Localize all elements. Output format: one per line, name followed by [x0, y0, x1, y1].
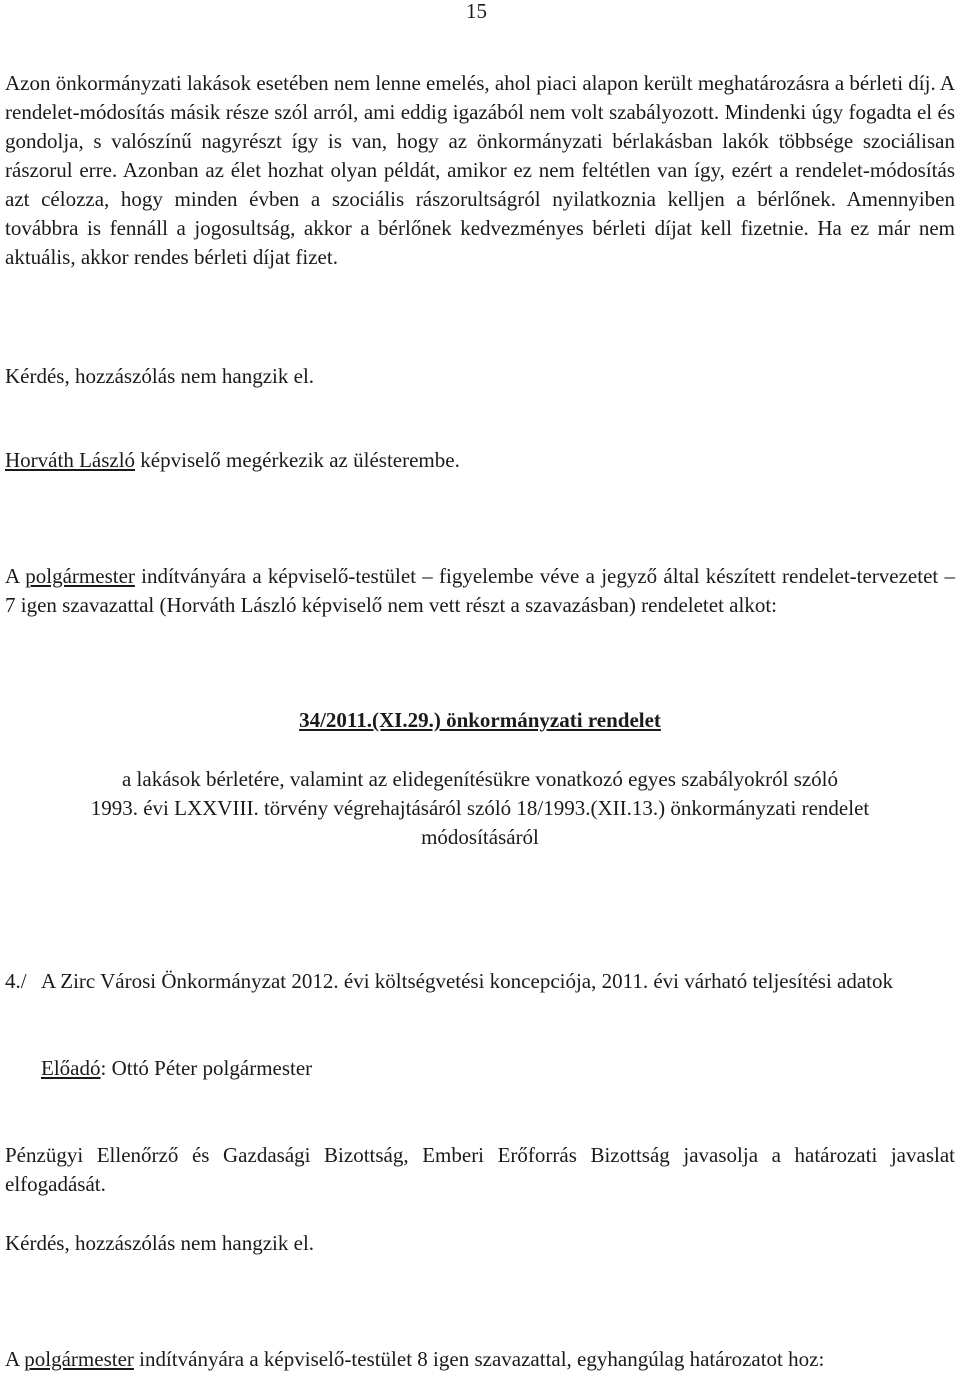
page-number: 15 — [466, 0, 487, 23]
presenter-value: : Ottó Péter polgármester — [100, 1056, 313, 1080]
presenter-label: Előadó — [41, 1056, 101, 1080]
mayor-label-2: polgármester — [24, 1347, 134, 1371]
agenda-item — [5, 967, 955, 996]
presenter-line — [41, 1054, 941, 1083]
mayor-label: polgármester — [25, 564, 135, 588]
decree-subtitle-line-3: módosításáról — [421, 825, 539, 849]
decree-title: 34/2011.(XI.29.) önkormányzati rendelet — [299, 708, 661, 732]
arrival-person-name: Horváth László — [5, 448, 136, 472]
no-questions-note: Kérdés, hozzászólás nem hangzik el. — [5, 364, 315, 388]
motion-paragraph-2 — [5, 1345, 955, 1374]
no-questions-note-2: Kérdés, hozzászólás nem hangzik el. — [5, 1231, 315, 1255]
motion-lead: A — [5, 564, 26, 588]
motion-text: indítványára a képviselő-testület – figyelembe véve a jegyző által készített rendelet-tervezetet – 7 igen szavazattal (Horváth László képviselő nem vett részt a szavazásban) rendeletet alkot: — [5, 564, 955, 617]
discussion-paragraph: Azon önkormányzati lakások esetében nem lenne emelés, ahol piaci alapon került meghatározásra a bérleti díj. A rendelet-módosítás másik része szól arról, ami eddig igazából nem volt szabályozott. Mindenki úgy fogadta el és gondolja, s valószínű nagyrészt így is van, hogy az önkormányzati bérlakásban lakók többsége szociálisan rászorul erre. Azonban az élet hozhat olyan példát, amikor ez nem feltétlen van így, ezért a rendelet-módosítás azt célozza, hogy minden évben a szociális rászorultságról nyilatkoznia kelljen a bérlőnek. Amennyiben továbbra is fennáll a jogosultság, akkor a bérlőnek kedvezményes bérleti díjat kell fizetnie. Ha ez már nem aktuális, akkor rendes bérleti díjat fizet. — [5, 71, 955, 269]
motion-text-2: indítványára a képviselő-testület 8 igen szavazattal, egyhangúlag határozatot hoz: — [133, 1347, 825, 1371]
arrival-note — [5, 446, 955, 475]
motion-paragraph — [5, 562, 955, 620]
motion-lead-2: A — [5, 1347, 25, 1371]
committee-recommendation: Pénzügyi Ellenőrző és Gazdasági Bizottság, Emberi Erőforrás Bizottság javasolja a határozati javaslat elfogadását. — [5, 1143, 955, 1196]
decree-subtitle-line-2: 1993. évi LXXVIII. törvény végrehajtásáról szóló 18/1993.(XII.13.) önkormányzati rendelet — [90, 796, 870, 820]
agenda-item-title: A Zirc Városi Önkormányzat 2012. évi költségvetési koncepciója, 2011. évi várható teljesítési adatok — [41, 969, 894, 993]
arrival-text: képviselő megérkezik az ülésterembe. — [135, 448, 460, 472]
decree-subtitle-line-1: a lakások bérletére, valamint az elidegenítésükre vonatkozó egyes szabályokról szóló — [121, 767, 839, 791]
agenda-item-number: 4./ — [5, 969, 27, 993]
